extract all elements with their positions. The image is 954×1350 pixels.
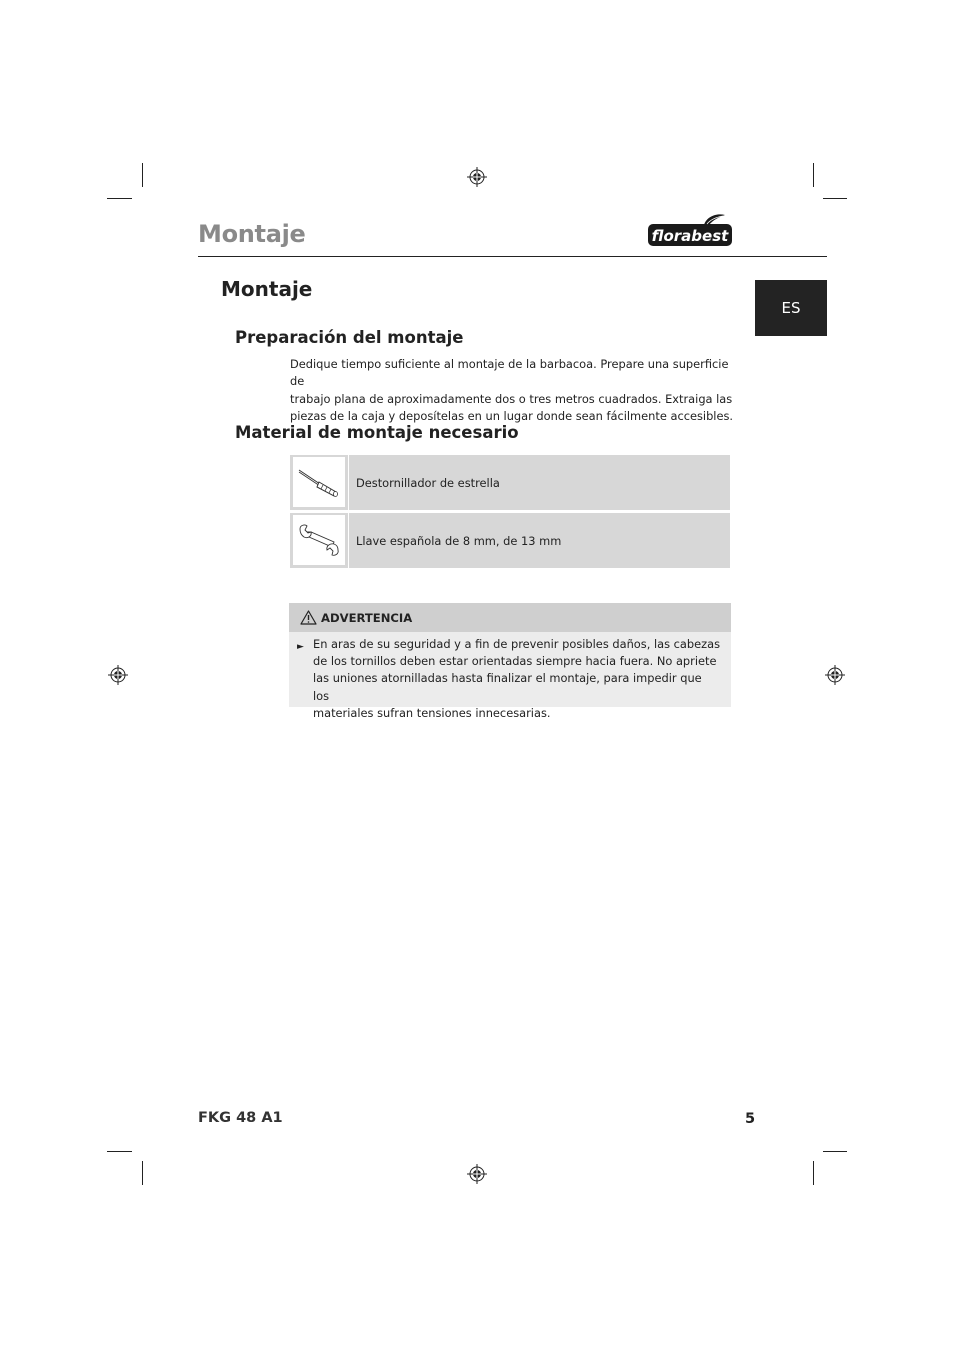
table-row [290,513,730,568]
registration-mark-icon [108,665,128,685]
tool-image [293,515,345,565]
warning-line: las uniones atornilladas hasta finalizar el montaje, para impedir que los [313,671,702,703]
crop-mark [813,1161,814,1185]
crop-mark [823,1151,847,1152]
table-row [290,455,730,510]
section-title: Montaje [221,277,313,301]
crop-mark [142,1161,143,1185]
prep-line: trabajo plana de aproximadamente dos o tres metros cuadrados. Extraiga las [290,391,733,406]
crop-mark [107,198,132,199]
warning-line: de los tornillos deben estar orientadas siempre hacia fuera. No apriete [313,654,717,669]
running-header-title: Montaje [198,220,306,248]
material-heading: Material de montaje necesario [235,423,519,442]
footer-model: FKG 48 A1 [198,1110,283,1126]
tool-label: Llave española de 8 mm, de 13 mm [356,533,562,548]
language-tab: ES [755,280,827,336]
crop-mark [142,163,143,187]
crop-mark [813,163,814,187]
tools-table [290,455,730,571]
prep-line: Dedique tiempo suficiente al montaje de la barbacoa. Prepare una superficie de [290,357,729,389]
warning-line: En aras de su seguridad y a fin de prevenir posibles daños, las cabezas [313,637,721,651]
crop-mark [107,1151,132,1152]
florabest-logo [647,212,733,248]
warning-text [289,632,731,722]
wrench-icon [296,520,342,560]
registration-mark-icon [467,1164,487,1184]
warning-triangle-icon [300,610,317,625]
prep-line: piezas de la caja y deposítelas en un lugar donde sean fácilmente accesibles. [290,408,734,423]
page-number: 5 [745,1111,756,1127]
warning-title: ADVERTENCIA [321,610,413,625]
bullet-arrow-icon: ► [297,642,304,652]
prep-heading: Preparación del montaje [235,328,464,347]
header-rule [198,256,827,257]
registration-mark-icon [467,167,487,187]
screwdriver-icon [296,462,342,502]
warning-header [289,603,731,632]
prep-paragraph [290,356,740,425]
warning-line: materiales sufran tensiones innecesarias. [313,705,551,720]
registration-mark-icon [825,665,845,685]
tool-label: Destornillador de estrella [356,475,500,490]
crop-mark [823,198,847,199]
svg-text:florabest: florabest [651,227,729,245]
tool-image [293,457,345,507]
warning-box [289,603,731,720]
